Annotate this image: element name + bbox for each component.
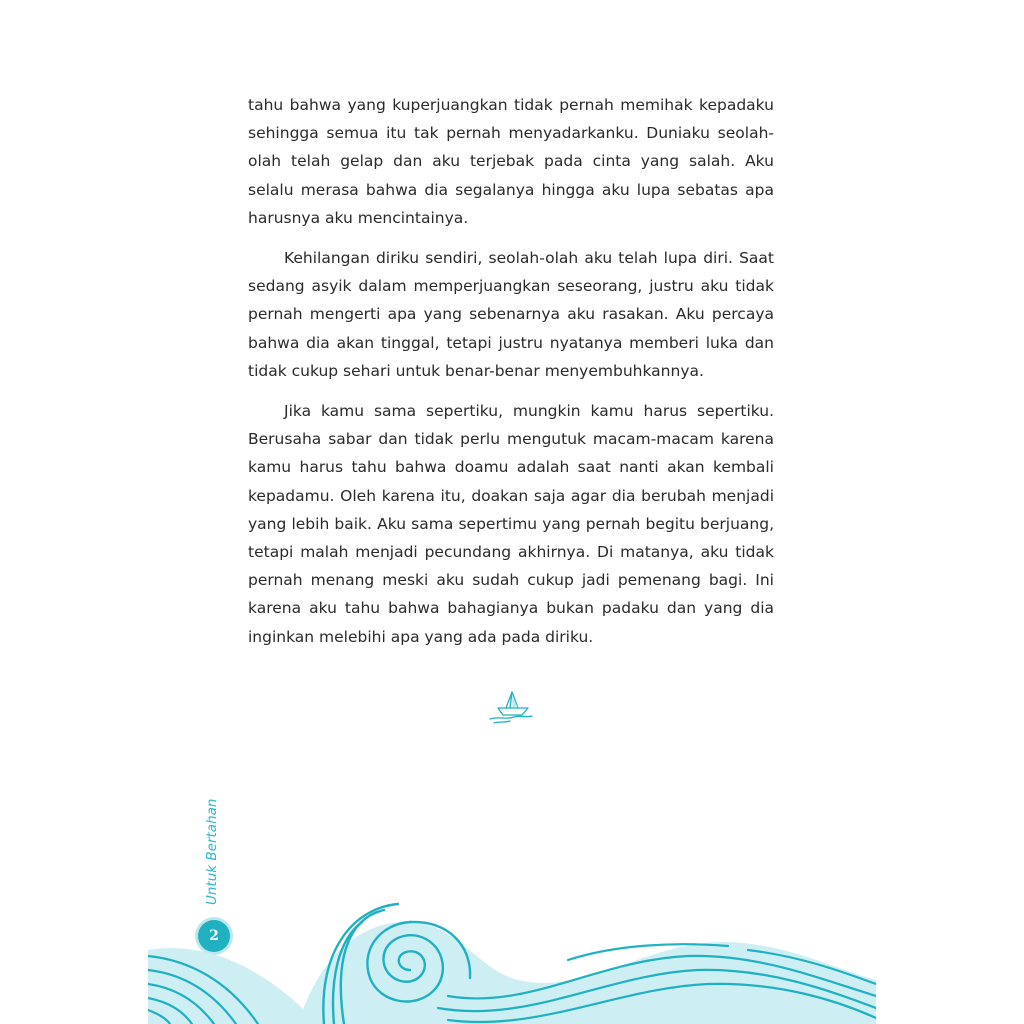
wave-fill-main bbox=[298, 922, 876, 1024]
running-title: Untuk Bertahan bbox=[204, 798, 220, 905]
paragraph-3: Jika kamu sama sepertiku, mungkin kamu harus sepertiku. Berusaha sabar dan tidak perlu mengutuk macam-macam karena kamu harus tahu bahwa doamu adalah saat nanti akan kembali kepadamu. Oleh karena itu, doakan saja agar dia berubah menjadi yang lebih baik. Aku sama sepertimu yang pernah begitu berjuang, tetapi malah menjadi pecundang akhirnya. Di matanya, aku tidak pernah menang meski aku sudah cukup jadi pemenang bagi. Ini karena aku tahu bahwa bahagianya bukan padaku dan yang dia inginkan melebihi apa yang ada pada diriku. bbox=[248, 402, 774, 646]
body-text bbox=[248, 91, 774, 663]
book-page bbox=[148, 0, 876, 1024]
paragraph-2: Kehilangan diriku sendiri, seolah-olah aku telah lupa diri. Saat sedang asyik dalam memperjuangkan seseorang, justru aku tidak pernah mengerti apa yang sebenarnya aku rasakan. Aku percaya bahwa dia akan tinggal, tetapi justru nyatanya memberi luka dan tidak cukup sehari untuk benar-benar menyembuhkannya. bbox=[248, 249, 774, 380]
wave-decoration bbox=[148, 900, 876, 1024]
page-number: 2 bbox=[198, 920, 230, 952]
paragraph-1: tahu bahwa yang kuperjuangkan tidak pernah memihak kepadaku sehingga semua itu tak pernah menyadarkanku. Duniaku seolah-olah telah gelap dan aku terjebak pada cinta yang salah. Aku selalu merasa bahwa dia segalanya hingga aku lupa sebatas apa harusnya aku mencintainya. bbox=[248, 96, 774, 227]
wave-fill bbox=[148, 948, 318, 1024]
paper-boat-icon bbox=[488, 686, 536, 726]
